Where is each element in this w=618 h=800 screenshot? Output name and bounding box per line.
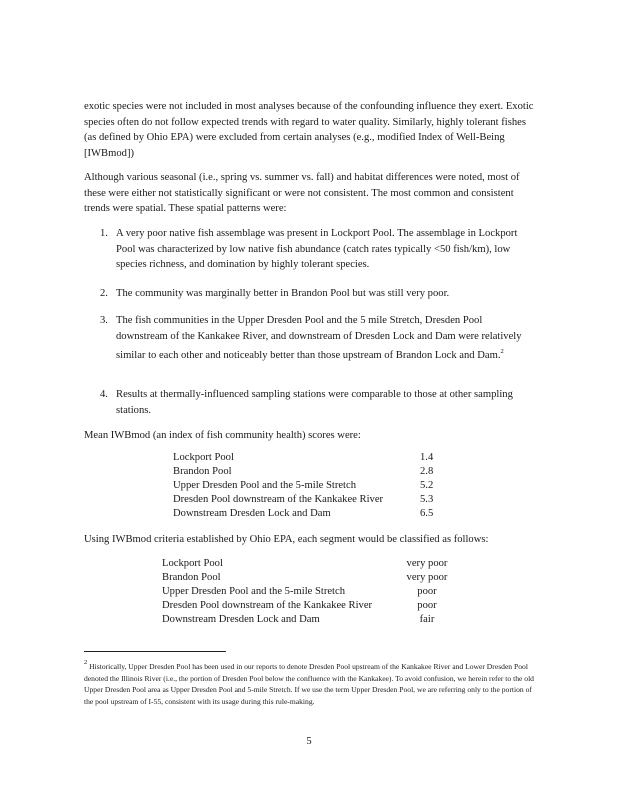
segment-name: Lockport Pool	[173, 452, 234, 463]
criteria-intro: Using IWBmod criteria established by Ohio EPA, each segment would be classified as follows:	[84, 534, 489, 545]
list-text: A very poor native fish assemblage was present in Lockport Pool. The assemblage in Lockport Pool was characterized by low native fish abundance (catch rates typically <50 fish/km), low species richness, and domination by highly tolerant species.	[116, 228, 518, 270]
seasonal-paragraph: Although various seasonal (i.e., spring vs. summer vs. fall) and habitat differences were noted, most of these were either not statistically significant or were not consistent. The most common and consistent trends were spatial. These spatial patterns were:	[84, 172, 520, 214]
classification-value: poor	[417, 600, 437, 611]
score-value: 1.4	[420, 452, 434, 463]
list-number: 4.	[100, 389, 108, 400]
segment-name: Brandon Pool	[173, 466, 232, 477]
segment-name: Brandon Pool	[162, 572, 221, 583]
segment-name: Downstream Dresden Lock and Dam	[173, 508, 331, 519]
mean-scores-intro: Mean IWBmod (an index of fish community health) scores were:	[84, 430, 361, 441]
segment-name: Upper Dresden Pool and the 5-mile Stretch	[173, 480, 356, 491]
segment-name: Lockport Pool	[162, 558, 223, 569]
classification-value: fair	[419, 614, 435, 625]
list-text	[116, 313, 528, 364]
classification-value: poor	[417, 586, 437, 597]
footnote-reference: 2	[500, 348, 504, 355]
footnote	[84, 657, 536, 707]
segment-name: Upper Dresden Pool and the 5-mile Stretch	[162, 586, 345, 597]
list-number: 3.	[100, 315, 108, 326]
score-value: 5.3	[420, 494, 434, 505]
classification-value: very poor	[406, 572, 448, 583]
footnote-divider	[84, 651, 226, 652]
footnote-mark: 2	[84, 659, 88, 666]
intro-paragraph: exotic species were not included in most analyses because of the confounding influence they exert. Exotic species often do not follow expected trends with regard to water quality. Similarly, highly tolerant fishes (as defined by Ohio EPA) were excluded from certain analyses (e.g., modified Index of Well-Being [IWBmod])	[84, 101, 534, 159]
segment-name: Dresden Pool downstream of the Kankakee River	[173, 494, 384, 505]
list-number: 1.	[100, 228, 108, 239]
score-value: 6.5	[420, 508, 434, 519]
classification-value: very poor	[406, 558, 448, 569]
segment-name: Downstream Dresden Lock and Dam	[162, 614, 320, 625]
score-value: 2.8	[420, 466, 434, 477]
list-number: 2.	[100, 288, 108, 299]
footnote-text: Historically, Upper Dresden Pool has been used in our reports to denote Dresden Pool upstream of the Kankakee River and Lower Dresden Pool denoted the Illinois River (i.e., the portion of Dresden Pool below the confluence with the Kankakee). To avoid confusion, we herein refer to the old Upper Dresden Pool area as Upper Dresden Pool and 5-mile Stretch. If we use the term Upper Dresden Pool, we are referring only to the portion of the pool upstream of I-55, consistent with its usage during this rule-making.	[84, 662, 534, 706]
score-value: 5.2	[420, 480, 434, 491]
list-text: Results at thermally-influenced sampling stations were comparable to those at other sampling stations.	[116, 389, 513, 416]
segment-name: Dresden Pool downstream of the Kankakee River	[162, 600, 373, 611]
page-number: 5	[306, 736, 312, 747]
list-text: The community was marginally better in Brandon Pool but was still very poor.	[116, 288, 450, 299]
list-text-body: The fish communities in the Upper Dresden Pool and the 5 mile Stretch, Dresden Pool downstream of the Kankakee River, and downstream of Dresden Lock and Dam were relatively similar to each other and noticeably better than those upstream of Brandon Lock and Dam.	[116, 315, 522, 361]
